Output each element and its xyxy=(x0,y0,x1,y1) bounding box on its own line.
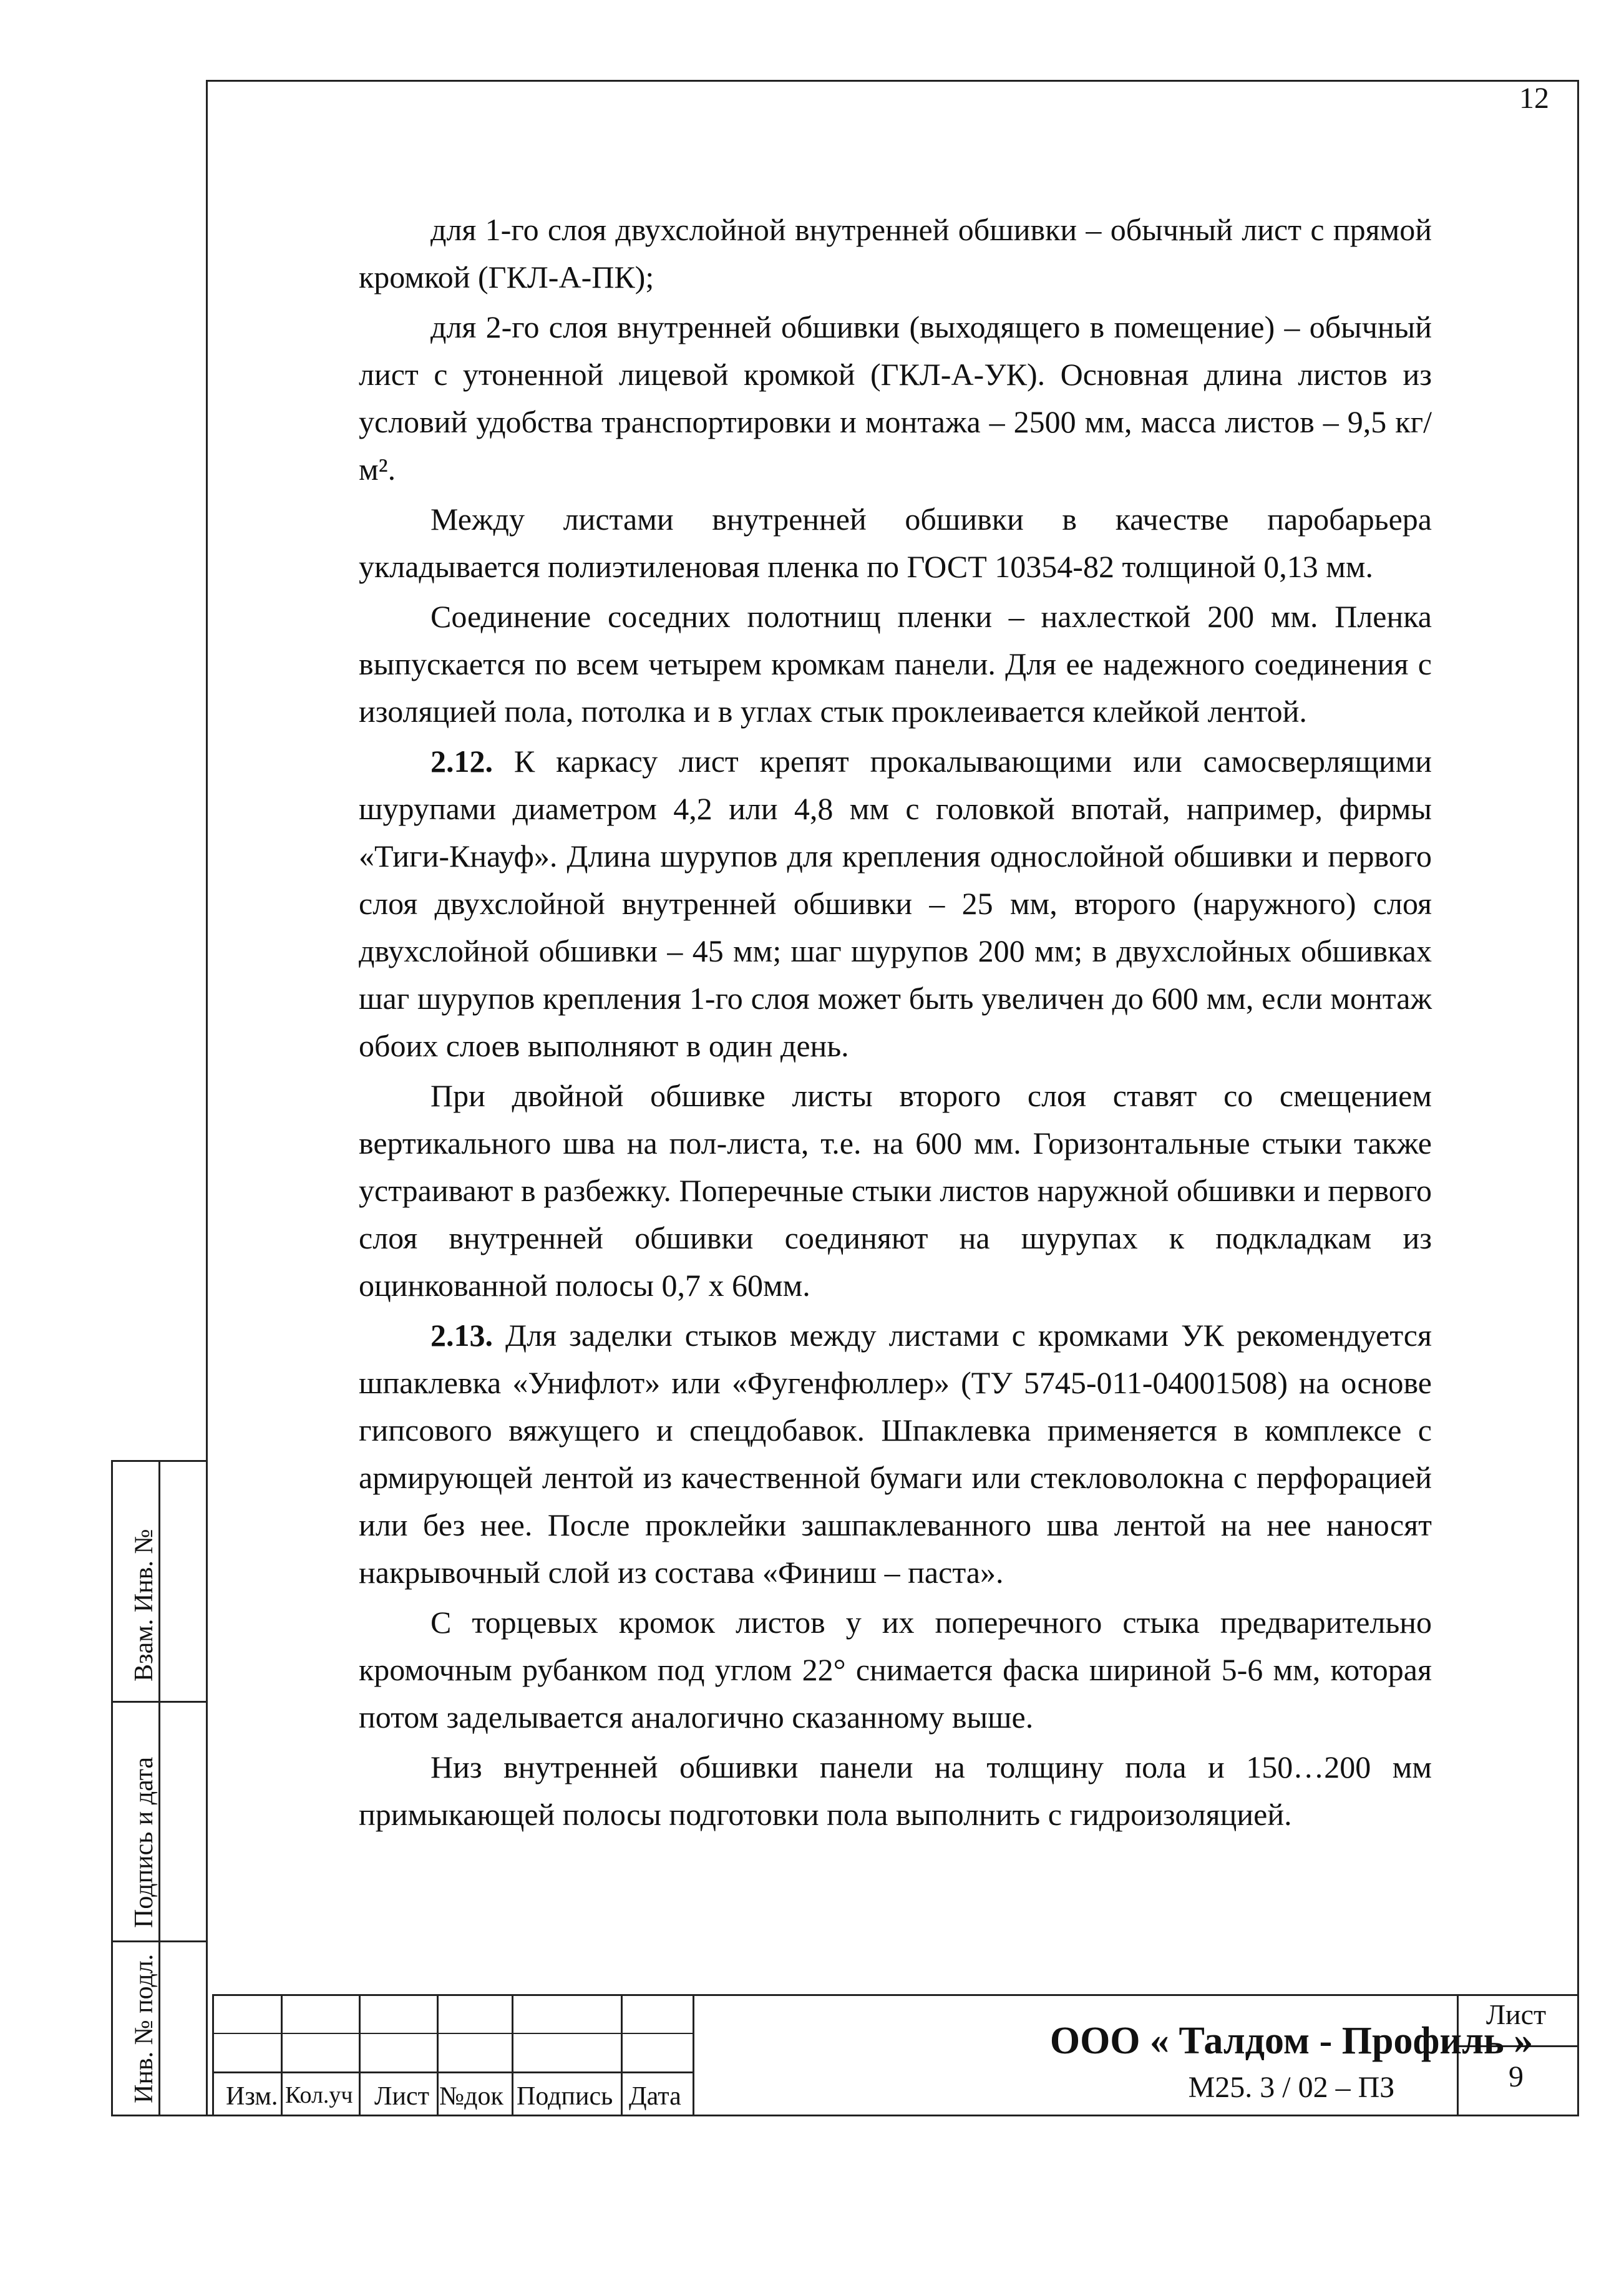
margin-label-interchange: Взам. Инв. № xyxy=(130,1528,158,1682)
paragraph-text: Для заделки стыков между листами с кромками УК рекомендуется шпаклевка «Унифлот» или «Фугенфюллер» (ТУ 5745-011-04001508) на основе гипсового вяжущего и спецдобавок. Шпаклевка применяется в комплексе с армирующей лентой из качественной бумаги или стекловолокна с перфорацией или без нее. После проклейки зашпаклеванного шва лентой на нее наносят накрывочный слой из состава «Финиш – паста». xyxy=(359,1318,1432,1590)
tb-header-signature: Подпись xyxy=(517,2082,613,2111)
tb-col-line-3 xyxy=(437,1994,439,2116)
company-name: ООО « Талдом - Профиль » xyxy=(1049,2020,1534,2062)
document-code: М25. 3 / 02 – ПЗ xyxy=(1188,2071,1395,2104)
paragraph xyxy=(359,1743,1432,1838)
tb-col-line-6 xyxy=(693,1994,694,2116)
page-number: 12 xyxy=(1519,82,1549,115)
tb-header-count: Кол.уч xyxy=(285,2082,353,2108)
section-number: 2.12. xyxy=(430,744,493,779)
margin-divider xyxy=(158,1460,160,2116)
tb-col-line-5 xyxy=(621,1994,623,2116)
tb-header-change: Изм. xyxy=(226,2082,278,2111)
tb-top-line xyxy=(212,1994,1579,1996)
margin-label-original: Инв. № подл. xyxy=(130,1954,158,2103)
paragraph-text: для 2-го слоя внутренней обшивки (выходящего в помещение) – обычный лист с утоненной лицевой кромкой (ГКЛ-А-УК). Основная длина листов из условий удобства транспортировки и монтажа – 2500 мм, масса листов – 9,5 кг/м². xyxy=(359,309,1432,487)
paragraph-text: Между листами внутренней обшивки в качестве паробарьера укладывается полиэтиленовая пленка по ГОСТ 10354-82 толщиной 0,13 мм. xyxy=(359,502,1432,584)
section-number: 2.13. xyxy=(430,1318,493,1353)
tb-col-line-4 xyxy=(512,1994,513,2116)
tb-col-line-2 xyxy=(359,1994,361,2116)
tb-header-doc: №док xyxy=(439,2082,503,2111)
sheet-label: Лист xyxy=(1485,1998,1547,2030)
paragraph xyxy=(359,593,1432,735)
margin-stamp xyxy=(111,1460,206,2116)
paragraph xyxy=(359,495,1432,590)
paragraph xyxy=(359,1072,1432,1309)
tb-header-date: Дата xyxy=(629,2082,681,2111)
paragraph xyxy=(359,206,1432,301)
paragraph xyxy=(359,303,1432,493)
tb-col-line-0 xyxy=(212,1994,214,2116)
paragraph-text: Низ внутренней обшивки панели на толщину пола и 150…200 мм примыкающей полосы подготовки пола выполнить с гидроизоляцией. xyxy=(359,1750,1432,1832)
paragraph-text: При двойной обшивке листы второго слоя ставят со смещением вертикального шва на пол-листа, т.е. на 600 мм. Горизонтальные стыки также устраивают в разбежку. Поперечные стыки листов наружной обшивки и первого слоя внутренней обшивки соединяют на шурупах к подкладкам из оцинкованной полосы 0,7 х 60мм. xyxy=(359,1078,1432,1303)
paragraph-text: для 1-го слоя двухслойной внутренней обшивки – обычный лист с прямой кромкой (ГКЛ-А-ПК); xyxy=(359,212,1432,295)
paragraph xyxy=(359,1312,1432,1596)
paragraph-text: К каркасу лист крепят прокалывающими или самосверлящими шурупами диаметром 4,2 или 4,8 мм с головкой впотай, например, фирмы «Тиги-Кнауф». Длина шурупов для крепления однослойной обшивки и первого слоя двухслойной внутренней обшивки – 25 мм, второго (наружного) слоя двухслойной обшивки – 45 мм; шаг шурупов 200 мм; в двухслойных обшивках шаг шурупов крепления 1-го слоя может быть увеличен до 600 мм, если монтаж обоих слоев выполняют в один день. xyxy=(359,744,1432,1063)
paragraph xyxy=(359,1599,1432,1741)
tb-col-line-1 xyxy=(281,1994,283,2116)
tb-header-sheet: Лист xyxy=(374,2082,429,2111)
paragraph-text: Соединение соседних полотнищ пленки – нахлесткой 200 мм. Пленка выпускается по всем четырем кромкам панели. Для ее надежного соединения с изоляцией пола, потолка и в углах стык проклеивается клейкой лентой. xyxy=(359,599,1432,729)
paragraph xyxy=(359,737,1432,1069)
sheet-number: 9 xyxy=(1509,2060,1524,2093)
paragraph-text: С торцевых кромок листов у их поперечного стыка предварительно кромочным рубанком под углом 22° снимается фаска шириной 5-6 мм, которая потом заделывается аналогично сказанному выше. xyxy=(359,1605,1432,1735)
margin-label-signature: Подпись и дата xyxy=(130,1756,158,1928)
body-text xyxy=(359,206,1432,1838)
title-block xyxy=(212,1994,1579,2116)
